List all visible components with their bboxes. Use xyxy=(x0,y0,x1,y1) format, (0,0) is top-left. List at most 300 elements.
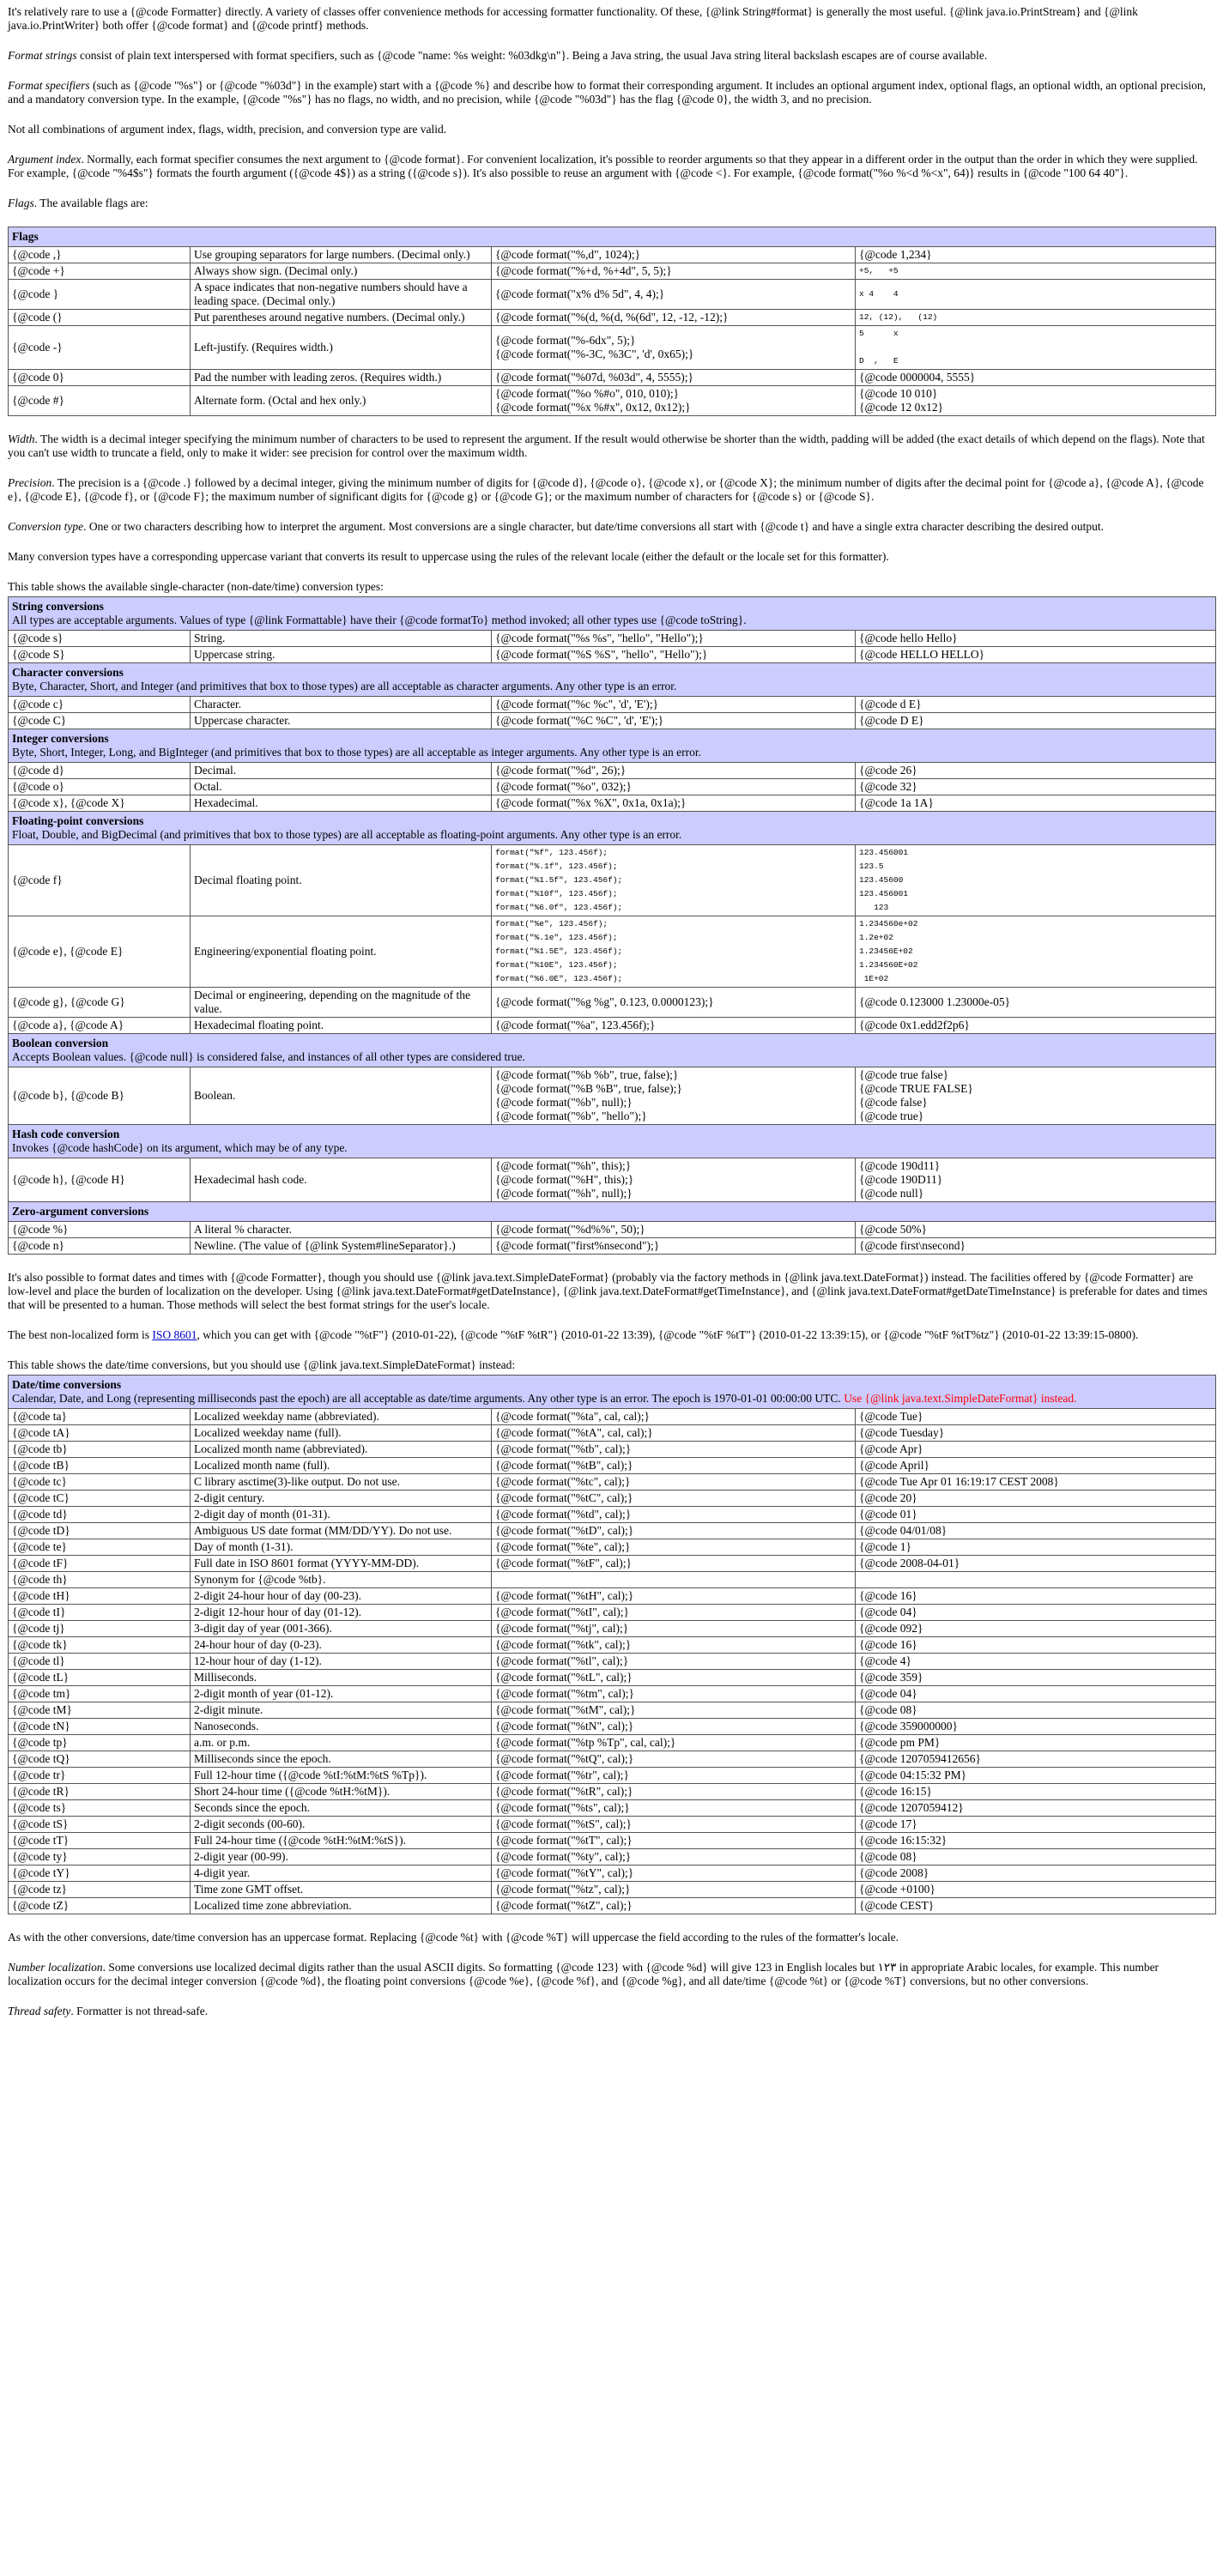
date-format-paragraph: It's also possible to format dates and times with {@code Formatter}, though you should use {@link java.text.SimpleDateFormat} (probably via the factory methods in {@link java.text.DateFormat}) instead. The facilities offered by {@code Formatter} are low-level and place the burden of localization on the developer. Using {@link java.text.DateFormat#getDateInstance}, {@link java.text.DateFormat#getTimeInstance}, and {@link java.text.DateFormat#getDateTimeInstance} is preferable for dates and times that will be presented to a human. Those methods will select the best format strings for the user's locale. xyxy=(8,1271,1208,1311)
example: {@code format("%a", 123.456f);} xyxy=(492,1018,856,1034)
conversion-code: {@code +} xyxy=(9,263,191,280)
conversion-row xyxy=(9,916,1216,988)
example: {@code format("%s %s", "hello", "Hello");} xyxy=(492,631,856,647)
description: Localized time zone abbreviation. xyxy=(191,1898,492,1914)
description: Synonym for {@code %tb}. xyxy=(191,1572,492,1588)
example: {@code format("%x %X", 0x1a, 0x1a);} xyxy=(492,795,856,812)
term: Format strings xyxy=(8,49,77,62)
conversion-row xyxy=(9,988,1216,1018)
description: Time zone GMT offset. xyxy=(191,1882,492,1898)
result: {@code Tuesday} xyxy=(856,1425,1216,1442)
result: {@code 2008} xyxy=(856,1865,1216,1882)
section-title: String conversions xyxy=(12,600,104,613)
result: {@code 16:15} xyxy=(856,1784,1216,1800)
table-section-header xyxy=(9,1202,1216,1222)
description: String. xyxy=(191,631,492,647)
datetime-row xyxy=(9,1833,1216,1849)
table-section-header xyxy=(9,812,1216,845)
description: 2-digit year (00-99). xyxy=(191,1849,492,1865)
term: Flags xyxy=(8,197,34,209)
example: {@code format("%d", 26);} xyxy=(492,763,856,779)
description: 2-digit day of month (01-31). xyxy=(191,1507,492,1523)
term: Precision xyxy=(8,476,52,489)
description: A literal % character. xyxy=(191,1222,492,1238)
datetime-row xyxy=(9,1458,1216,1474)
flag-row xyxy=(9,263,1216,280)
datetime-table xyxy=(8,1375,1216,1914)
result: {@code 17} xyxy=(856,1817,1216,1833)
conversion-code: {@code #} xyxy=(9,386,191,416)
result: {@code 0.123000 1.23000e-05} xyxy=(856,988,1216,1018)
conversion-code: {@code tY} xyxy=(9,1865,191,1882)
example: {@code format("%tz", cal);} xyxy=(492,1882,856,1898)
example: {@code format("%tp %Tp", cal, cal);} xyxy=(492,1735,856,1751)
conversion-row xyxy=(9,631,1216,647)
section-header-row xyxy=(9,597,1216,631)
description: 2-digit month of year (01-12). xyxy=(191,1686,492,1702)
result: {@code 01} xyxy=(856,1507,1216,1523)
example: format("%f", 123.456f); format("%.1f", 123.456f); format("%1.5f", 123.456f); format("%10f", 123.456f); format("%6.0f", 123.456f); xyxy=(492,845,856,916)
conversion-row xyxy=(9,795,1216,812)
table-section-header xyxy=(9,1376,1216,1409)
term: Thread safety xyxy=(8,2005,71,2017)
description: Hexadecimal floating point. xyxy=(191,1018,492,1034)
datetime-row xyxy=(9,1507,1216,1523)
conversion-code: {@code tk} xyxy=(9,1637,191,1654)
conversion-row xyxy=(9,1158,1216,1202)
description: a.m. or p.m. xyxy=(191,1735,492,1751)
description: Decimal or engineering, depending on the magnitude of the value. xyxy=(191,988,492,1018)
datetime-row xyxy=(9,1539,1216,1556)
conversions-table xyxy=(8,596,1216,1255)
flag-row xyxy=(9,326,1216,370)
format-strings-paragraph: Format strings consist of plain text interspersed with format specifiers, such as {@code "name: %s weight: %03dkg\n"}. Being a Java string, the usual Java string literal backslash escapes are of course available. xyxy=(8,49,988,62)
result: {@code Apr} xyxy=(856,1442,1216,1458)
flags-table xyxy=(8,227,1216,416)
example: {@code format("%S %S", "hello", "Hello");} xyxy=(492,647,856,663)
datetime-row xyxy=(9,1865,1216,1882)
datetime-row xyxy=(9,1474,1216,1491)
conversion-code: {@code tS} xyxy=(9,1817,191,1833)
description: Engineering/exponential floating point. xyxy=(191,916,492,988)
datetime-row xyxy=(9,1719,1216,1735)
result: {@code 092} xyxy=(856,1621,1216,1637)
example: {@code format("%ta", cal, cal);} xyxy=(492,1409,856,1425)
datetime-row xyxy=(9,1817,1216,1833)
description: Localized month name (abbreviated). xyxy=(191,1442,492,1458)
conversion-row xyxy=(9,713,1216,729)
description: Uppercase string. xyxy=(191,647,492,663)
result: {@code 04:15:32 PM} xyxy=(856,1768,1216,1784)
datetime-row xyxy=(9,1425,1216,1442)
conversion-code: {@code td} xyxy=(9,1507,191,1523)
conversion-row xyxy=(9,647,1216,663)
example: {@code format("%tb", cal);} xyxy=(492,1442,856,1458)
example: {@code format("%+d, %+4d", 5, 5);} xyxy=(492,263,856,280)
conversion-code: {@code tD} xyxy=(9,1523,191,1539)
iso-paragraph: The best non-localized form is ISO 8601, which you can get with {@code "%tF"} (2010-01-22), {@code "%tF %tR"} (2010-01-22 13:39), {@code "%tF %tT"} (2010-01-22 13:39:15), or {@code "%tF %tT%tz"} (2010-01-22 13:39:15-0800). xyxy=(8,1328,1139,1341)
datetime-row xyxy=(9,1800,1216,1817)
description: Full date in ISO 8601 format (YYYY-MM-DD). xyxy=(191,1556,492,1572)
example: {@code format("%g %g", 0.123, 0.0000123);} xyxy=(492,988,856,1018)
example: {@code format("%ts", cal);} xyxy=(492,1800,856,1817)
conversion-code: {@code tC} xyxy=(9,1491,191,1507)
description: Left-justify. (Requires width.) xyxy=(191,326,492,370)
flag-row xyxy=(9,386,1216,416)
datetime-row xyxy=(9,1556,1216,1572)
datetime-row xyxy=(9,1686,1216,1702)
example: {@code format("%tc", cal);} xyxy=(492,1474,856,1491)
result: {@code 16:15:32} xyxy=(856,1833,1216,1849)
section-title: Integer conversions xyxy=(12,732,109,745)
conversion-code: {@code tI} xyxy=(9,1605,191,1621)
conversion-code: {@code tR} xyxy=(9,1784,191,1800)
result: {@code Tue} xyxy=(856,1409,1216,1425)
conversion-code: {@code tT} xyxy=(9,1833,191,1849)
datetime-row xyxy=(9,1670,1216,1686)
example: {@code format("%tj", cal);} xyxy=(492,1621,856,1637)
conversion-row xyxy=(9,763,1216,779)
example: {@code format("%(d, %(d, %(6d", 12, -12, -12);} xyxy=(492,310,856,326)
datetime-row xyxy=(9,1409,1216,1425)
result: +5, +5 xyxy=(856,263,1216,280)
intro-paragraph: It's relatively rare to use a {@code Formatter} directly. A variety of classes offer convenience methods for accessing formatter functionality. Of these, {@link String#format} is generally the most useful. {@link java.io.PrintStream} and {@link java.io.PrintWriter} both offer {@code format} and {@code printf} methods. xyxy=(8,5,1138,32)
conversion-row xyxy=(9,779,1216,795)
example: {@code format("%tk", cal);} xyxy=(492,1637,856,1654)
iso-8601-link[interactable]: ISO 8601 xyxy=(152,1328,197,1341)
result: {@code 32} xyxy=(856,779,1216,795)
description: Pad the number with leading zeros. (Requires width.) xyxy=(191,370,492,386)
result: {@code 0000004, 5555} xyxy=(856,370,1216,386)
conversion-code: {@code tQ} xyxy=(9,1751,191,1768)
conversion-code: {@code } xyxy=(9,280,191,310)
result: {@code 10 010} {@code 12 0x12} xyxy=(856,386,1216,416)
format-specifiers-paragraph: Format specifiers (such as {@code "%s"} or {@code "%03d"} in the example) start with a {@code %} and describe how to format their corresponding argument. It includes an optional argument index, optional flags, an optional width, an optional precision, and a mandatory conversion type. In the example, {@code "%s"} has no flags, no width, and no precision, while {@code "%03d"} has the flag {@code 0}, the width 3, and no precision. xyxy=(8,79,1207,106)
example: format("%e", 123.456f); format("%.1e", 123.456f); format("%1.5E", 123.456f); format("%10E", 123.456f); format("%6.0E", 123.456f); xyxy=(492,916,856,988)
conversion-row xyxy=(9,1018,1216,1034)
description: Character. xyxy=(191,697,492,713)
conversion-code: {@code tz} xyxy=(9,1882,191,1898)
flag-row xyxy=(9,247,1216,263)
conversion-code: {@code tj} xyxy=(9,1621,191,1637)
example: {@code format("%,d", 1024);} xyxy=(492,247,856,263)
datetime-row xyxy=(9,1882,1216,1898)
example xyxy=(492,1572,856,1588)
result: {@code 16} xyxy=(856,1637,1216,1654)
result: {@code 04/01/08} xyxy=(856,1523,1216,1539)
section-title: Hash code conversion xyxy=(12,1128,120,1140)
table-section-header xyxy=(9,729,1216,763)
table-section-header xyxy=(9,597,1216,631)
section-description: Accepts Boolean values. {@code null} is considered false, and instances of all other types are considered true. xyxy=(12,1050,525,1063)
example: {@code format("%tS", cal);} xyxy=(492,1817,856,1833)
description: 2-digit 24-hour hour of day (00-23). xyxy=(191,1588,492,1605)
table-section-header xyxy=(9,1125,1216,1158)
datetime-row xyxy=(9,1784,1216,1800)
combinations-paragraph: Not all combinations of argument index, flags, width, precision, and conversion type are valid. xyxy=(8,123,447,136)
datetime-row xyxy=(9,1768,1216,1784)
description: Decimal. xyxy=(191,763,492,779)
example: {@code format("%tI", cal);} xyxy=(492,1605,856,1621)
example: {@code format("%te", cal);} xyxy=(492,1539,856,1556)
datetime-row xyxy=(9,1637,1216,1654)
result: 5 x D , E xyxy=(856,326,1216,370)
result: {@code true false} {@code TRUE FALSE} {@code false} {@code true} xyxy=(856,1067,1216,1125)
conversion-code: {@code tH} xyxy=(9,1588,191,1605)
result: {@code 04} xyxy=(856,1686,1216,1702)
description: 2-digit seconds (00-60). xyxy=(191,1817,492,1833)
section-title: Zero-argument conversions xyxy=(12,1205,149,1218)
result: {@code 08} xyxy=(856,1849,1216,1865)
datetime-row xyxy=(9,1491,1216,1507)
datetime-row xyxy=(9,1442,1216,1458)
warning-text: Use {@link java.text.SimpleDateFormat} instead. xyxy=(844,1392,1077,1405)
datetime-row xyxy=(9,1702,1216,1719)
width-paragraph: Width. The width is a decimal integer specifying the minimum number of characters to be used to represent the argument. If the result would otherwise be shorter than the width, padding will be added (the exact details of which depend on the flags). Note that you can't use width to truncate a field, only to make it wider: see precision for control over the maximum width. xyxy=(8,432,1205,459)
description: Ambiguous US date format (MM/DD/YY). Do not use. xyxy=(191,1523,492,1539)
datetime-row xyxy=(9,1588,1216,1605)
section-description: Invokes {@code hashCode} on its argument, which may be of any type. xyxy=(12,1141,348,1154)
result: {@code 26} xyxy=(856,763,1216,779)
result: {@code pm PM} xyxy=(856,1735,1216,1751)
conversion-code: {@code ta} xyxy=(9,1409,191,1425)
example: {@code format("%tY", cal);} xyxy=(492,1865,856,1882)
term: Format specifiers xyxy=(8,79,90,92)
result: {@code 08} xyxy=(856,1702,1216,1719)
term: Width xyxy=(8,432,35,445)
description: Put parentheses around negative numbers. (Decimal only.) xyxy=(191,310,492,326)
flag-row xyxy=(9,280,1216,310)
section-header-row xyxy=(9,1034,1216,1067)
conversion-code: {@code -} xyxy=(9,326,191,370)
description: Octal. xyxy=(191,779,492,795)
conversion-code: {@code C} xyxy=(9,713,191,729)
description: 2-digit 12-hour hour of day (01-12). xyxy=(191,1605,492,1621)
result: {@code 16} xyxy=(856,1588,1216,1605)
description: Alternate form. (Octal and hex only.) xyxy=(191,386,492,416)
description: Full 12-hour time ({@code %tI:%tM:%tS %Tp}). xyxy=(191,1768,492,1784)
section-description: Calendar, Date, and Long (representing milliseconds past the epoch) are all acceptable as date/time arguments. Any other type is an error. The epoch is 1970-01-01 00:00:00 UTC. xyxy=(12,1392,841,1405)
example: {@code format("%tN", cal);} xyxy=(492,1719,856,1735)
result: {@code 359} xyxy=(856,1670,1216,1686)
result: {@code hello Hello} xyxy=(856,631,1216,647)
example: {@code format("%tT", cal);} xyxy=(492,1833,856,1849)
section-title: Flags xyxy=(12,230,39,243)
result: {@code April} xyxy=(856,1458,1216,1474)
section-title: Floating-point conversions xyxy=(12,814,144,827)
example: {@code format("%-6dx", 5);} {@code format("%-3C, %3C", 'd', 0x65);} xyxy=(492,326,856,370)
conversion-code: {@code b}, {@code B} xyxy=(9,1067,191,1125)
example: {@code format("%tL", cal);} xyxy=(492,1670,856,1686)
result: {@code 1207059412656} xyxy=(856,1751,1216,1768)
conversion-code: {@code th} xyxy=(9,1572,191,1588)
example: {@code format("%tH", cal);} xyxy=(492,1588,856,1605)
description: Hexadecimal hash code. xyxy=(191,1158,492,1202)
section-header-row xyxy=(9,1125,1216,1158)
conversion-code: {@code tB} xyxy=(9,1458,191,1474)
example: {@code format("%td", cal);} xyxy=(492,1507,856,1523)
example: {@code format("%tD", cal);} xyxy=(492,1523,856,1539)
term: Argument index xyxy=(8,153,82,166)
conversion-code: {@code ty} xyxy=(9,1849,191,1865)
datetime-row xyxy=(9,1849,1216,1865)
description: Milliseconds. xyxy=(191,1670,492,1686)
result: {@code 1207059412} xyxy=(856,1800,1216,1817)
result: {@code 1} xyxy=(856,1539,1216,1556)
datetime-row xyxy=(9,1621,1216,1637)
example: {@code format("%b %b", true, false);} {@code format("%B %B", true, false);} {@code format("%b", null);} {@code format("%b", "hello");} xyxy=(492,1067,856,1125)
example: {@code format("%C %C", 'd', 'E');} xyxy=(492,713,856,729)
example: {@code format("%c %c", 'd', 'E');} xyxy=(492,697,856,713)
section-header-row xyxy=(9,663,1216,697)
result xyxy=(856,1572,1216,1588)
result: {@code HELLO HELLO} xyxy=(856,647,1216,663)
conversion-code: {@code n} xyxy=(9,1238,191,1255)
conversion-row xyxy=(9,697,1216,713)
conversion-code: {@code h}, {@code H} xyxy=(9,1158,191,1202)
example: {@code format("%tF", cal);} xyxy=(492,1556,856,1572)
result: {@code D E} xyxy=(856,713,1216,729)
flag-row xyxy=(9,370,1216,386)
result: {@code 2008-04-01} xyxy=(856,1556,1216,1572)
datetime-row xyxy=(9,1572,1216,1588)
conversion-code: {@code tc} xyxy=(9,1474,191,1491)
flags-intro-paragraph: Flags. The available flags are: xyxy=(8,197,148,209)
result: {@code 190d11} {@code 190D11} {@code null} xyxy=(856,1158,1216,1202)
result: {@code 359000000} xyxy=(856,1719,1216,1735)
result: {@code d E} xyxy=(856,697,1216,713)
conversion-code: {@code tL} xyxy=(9,1670,191,1686)
conversion-code: {@code x}, {@code X} xyxy=(9,795,191,812)
description: Use grouping separators for large numbers. (Decimal only.) xyxy=(191,247,492,263)
description: Decimal floating point. xyxy=(191,845,492,916)
conversion-table-intro: This table shows the available single-character (non-date/time) conversion types: xyxy=(8,580,384,593)
example: {@code format("%ty", cal);} xyxy=(492,1849,856,1865)
example: {@code format("%d%%", 50);} xyxy=(492,1222,856,1238)
conversion-code: {@code tM} xyxy=(9,1702,191,1719)
conversion-row xyxy=(9,845,1216,916)
description: Hexadecimal. xyxy=(191,795,492,812)
conversion-code: {@code d} xyxy=(9,763,191,779)
conversion-code: {@code tp} xyxy=(9,1735,191,1751)
description: Short 24-hour time ({@code %tH:%tM}). xyxy=(191,1784,492,1800)
argument-index-paragraph: Argument index. Normally, each format specifier consumes the next argument to {@code format}. For convenient localization, it's possible to reorder arguments so that they appear in a different order in the output than the order in which they were supplied. For example, {@code "%4$s"} formats the fourth argument ({@code 4$}) as a string ({@code s}). It's also possible to reuse an argument with {@code <}. For example, {@code format("%o %<d %<x", 64)} results in {@code "100 64 40"}. xyxy=(8,153,1198,179)
description: Seconds since the epoch. xyxy=(191,1800,492,1817)
section-title: Character conversions xyxy=(12,666,124,679)
precision-paragraph: Precision. The precision is a {@code .} followed by a decimal integer, giving the minimum number of digits for {@code d}, {@code o}, {@code x}, or {@code X}; the minimum number of digits after the decimal point for {@code a}, {@code A}, {@code e}, {@code E}, {@code f}, or {@code F}; the maximum number of significant digits for {@code g} or {@code G}; or the maximum number of characters for {@code s} or {@code S}. xyxy=(8,476,1204,503)
datetime-row xyxy=(9,1735,1216,1751)
number-localization-paragraph: Number localization. Some conversions use localized decimal digits rather than the usual ASCII digits. So formatting {@code 123} with {@code %d} will give 123 in English locales but ١٢٣ in appropriate Arabic locales, for example. This number localization occurs for the decimal integer conversion {@code %d}, the floating point conversions {@code %e}, {@code %f}, and {@code %g}, and all date/time {@code %t} or {@code %T} conversions, but no other conversions. xyxy=(8,1961,1159,1987)
conversion-code: {@code 0} xyxy=(9,370,191,386)
section-header-row xyxy=(9,812,1216,845)
description: Always show sign. (Decimal only.) xyxy=(191,263,492,280)
result: {@code +0100} xyxy=(856,1882,1216,1898)
result: {@code 50%} xyxy=(856,1222,1216,1238)
table-section-header xyxy=(9,227,1216,247)
result: {@code 1,234} xyxy=(856,247,1216,263)
result: {@code 20} xyxy=(856,1491,1216,1507)
section-description: Byte, Short, Integer, Long, and BigInteger (and primitives that box to those types) are all acceptable as integer arguments. Any other type is an error. xyxy=(12,746,701,759)
result: {@code 4} xyxy=(856,1654,1216,1670)
datetime-row xyxy=(9,1751,1216,1768)
result: {@code 0x1.edd2f2p6} xyxy=(856,1018,1216,1034)
description: 4-digit year. xyxy=(191,1865,492,1882)
conversion-code: {@code f} xyxy=(9,845,191,916)
conversion-row xyxy=(9,1238,1216,1255)
datetime-row xyxy=(9,1898,1216,1914)
table-section-header xyxy=(9,1034,1216,1067)
conversion-code: {@code %} xyxy=(9,1222,191,1238)
conversion-code: {@code ts} xyxy=(9,1800,191,1817)
thread-safety-paragraph: Thread safety. Formatter is not thread-safe. xyxy=(8,2005,209,2017)
result: 123.456001 123.5 123.45600 123.456001 123 xyxy=(856,845,1216,916)
conversion-row xyxy=(9,1222,1216,1238)
example: {@code format("first%nsecond");} xyxy=(492,1238,856,1255)
example: {@code format("%tZ", cal);} xyxy=(492,1898,856,1914)
conversion-code: {@code S} xyxy=(9,647,191,663)
example: {@code format("%tl", cal);} xyxy=(492,1654,856,1670)
example: {@code format("%tR", cal);} xyxy=(492,1784,856,1800)
description: Localized weekday name (abbreviated). xyxy=(191,1409,492,1425)
conversion-code: {@code a}, {@code A} xyxy=(9,1018,191,1034)
term: Conversion type xyxy=(8,520,84,533)
description: A space indicates that non-negative numbers should have a leading space. (Decimal only.) xyxy=(191,280,492,310)
description: Uppercase character. xyxy=(191,713,492,729)
example: {@code format("%tC", cal);} xyxy=(492,1491,856,1507)
table-section-header xyxy=(9,663,1216,697)
conversion-row xyxy=(9,1067,1216,1125)
example: {@code format("x% d% 5d", 4, 4);} xyxy=(492,280,856,310)
result: {@code Tue Apr 01 16:19:17 CEST 2008} xyxy=(856,1474,1216,1491)
conversion-code: {@code g}, {@code G} xyxy=(9,988,191,1018)
datetime-row xyxy=(9,1605,1216,1621)
conversion-code: {@code tZ} xyxy=(9,1898,191,1914)
uppercase-date-paragraph: As with the other conversions, date/time conversion has an uppercase format. Replacing {@code %t} with {@code %T} will uppercase the field according to the rules of the formatter's locale. xyxy=(8,1931,899,1944)
example: {@code format("%tA", cal, cal);} xyxy=(492,1425,856,1442)
example: {@code format("%tr", cal);} xyxy=(492,1768,856,1784)
section-header-row xyxy=(9,1202,1216,1222)
conversion-code: {@code ,} xyxy=(9,247,191,263)
description: Nanoseconds. xyxy=(191,1719,492,1735)
conversion-code: {@code e}, {@code E} xyxy=(9,916,191,988)
result: 1.234560e+02 1.2e+02 1.23456E+02 1.234560E+02 1E+02 xyxy=(856,916,1216,988)
conversion-code: {@code tm} xyxy=(9,1686,191,1702)
description: Milliseconds since the epoch. xyxy=(191,1751,492,1768)
description: Localized weekday name (full). xyxy=(191,1425,492,1442)
uppercase-paragraph: Many conversion types have a corresponding uppercase variant that converts its result to uppercase using the rules of the relevant locale (either the default or the locale set for this formatter). xyxy=(8,550,889,563)
conversion-code: {@code c} xyxy=(9,697,191,713)
datetime-row xyxy=(9,1523,1216,1539)
term: Number localization xyxy=(8,1961,103,1974)
result: {@code first\nsecond} xyxy=(856,1238,1216,1255)
conversion-code: {@code tF} xyxy=(9,1556,191,1572)
section-description: Float, Double, and BigDecimal (and primitives that box to those types) are all acceptable as floating-point arguments. Any other type is an error. xyxy=(12,828,682,841)
description: 3-digit day of year (001-366). xyxy=(191,1621,492,1637)
flag-row xyxy=(9,310,1216,326)
conversion-code: {@code te} xyxy=(9,1539,191,1556)
conversion-code: {@code tl} xyxy=(9,1654,191,1670)
result: {@code CEST} xyxy=(856,1898,1216,1914)
description: C library asctime(3)-like output. Do not use. xyxy=(191,1474,492,1491)
conversion-code: {@code o} xyxy=(9,779,191,795)
section-description: Byte, Character, Short, and Integer (and primitives that box to those types) are all acceptable as character arguments. Any other type is an error. xyxy=(12,680,677,692)
datetime-row xyxy=(9,1654,1216,1670)
description: Full 24-hour time ({@code %tH:%tM:%tS}). xyxy=(191,1833,492,1849)
description: Day of month (1-31). xyxy=(191,1539,492,1556)
example: {@code format("%tm", cal);} xyxy=(492,1686,856,1702)
example: {@code format("%h", this);} {@code format("%H", this);} {@code format("%h", null);} xyxy=(492,1158,856,1202)
result: {@code 1a 1A} xyxy=(856,795,1216,812)
